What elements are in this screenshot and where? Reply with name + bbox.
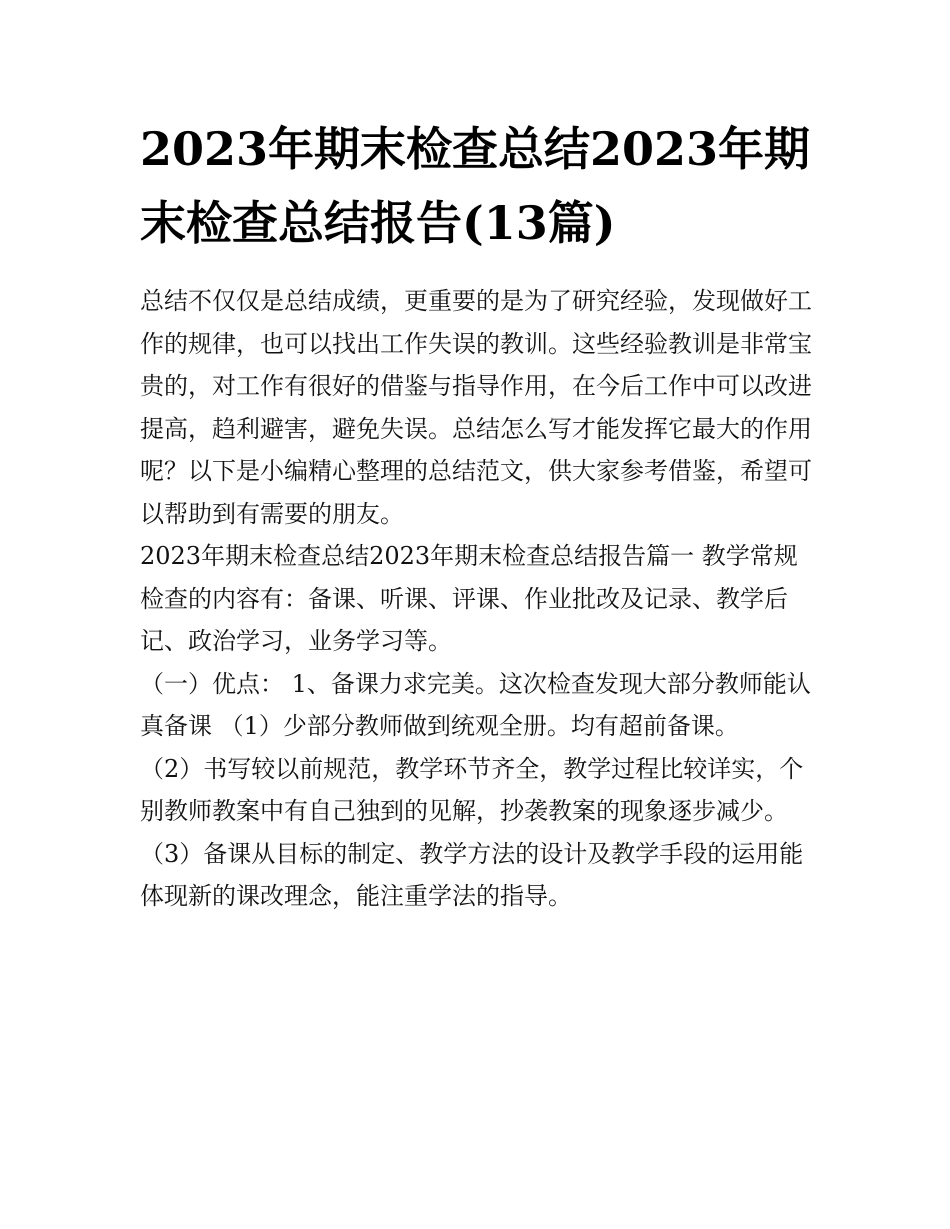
- point-two-paragraph: （2）书写较以前规范，教学环节齐全，教学过程比较详实，个别教师教案中有自己独到的见解，抄袭教案的现象逐步减少。: [140, 754, 804, 825]
- intro-paragraph: 总结不仅仅是总结成绩，更重要的是为了研究经验，发现做好工作的规律，也可以找出工作失误的教训。这些经验教训是非常宝贵的，对工作有很好的借鉴与指导作用，在今后工作中可以改进提高，趋利避害，避免失误。总结怎么写才能发挥它最大的作用呢？以下是小编精心整理的总结范文，供大家参考借鉴，希望可以帮助到有需要的朋友。: [140, 287, 812, 528]
- advantages-paragraph: （一）优点： 1、备课力求完美。这次检查发现大部分教师能认真备课 （1）少部分教师做到统观全册。均有超前备课。: [140, 669, 811, 740]
- document-body: [140, 280, 820, 918]
- document-title: 2023年期末检查总结2023年期末检查总结报告(13篇): [140, 122, 811, 250]
- point-three-paragraph: （3）备课从目标的制定、教学方法的设计及教学手段的运用能体现新的课改理念，能注重学法的指导。: [140, 839, 804, 910]
- section-one-paragraph: 2023年期末检查总结2023年期末检查总结报告篇一 教学常规检查的内容有：备课、听课、评课、作业批改及记录、教学后记、政治学习，业务学习等。: [140, 542, 798, 655]
